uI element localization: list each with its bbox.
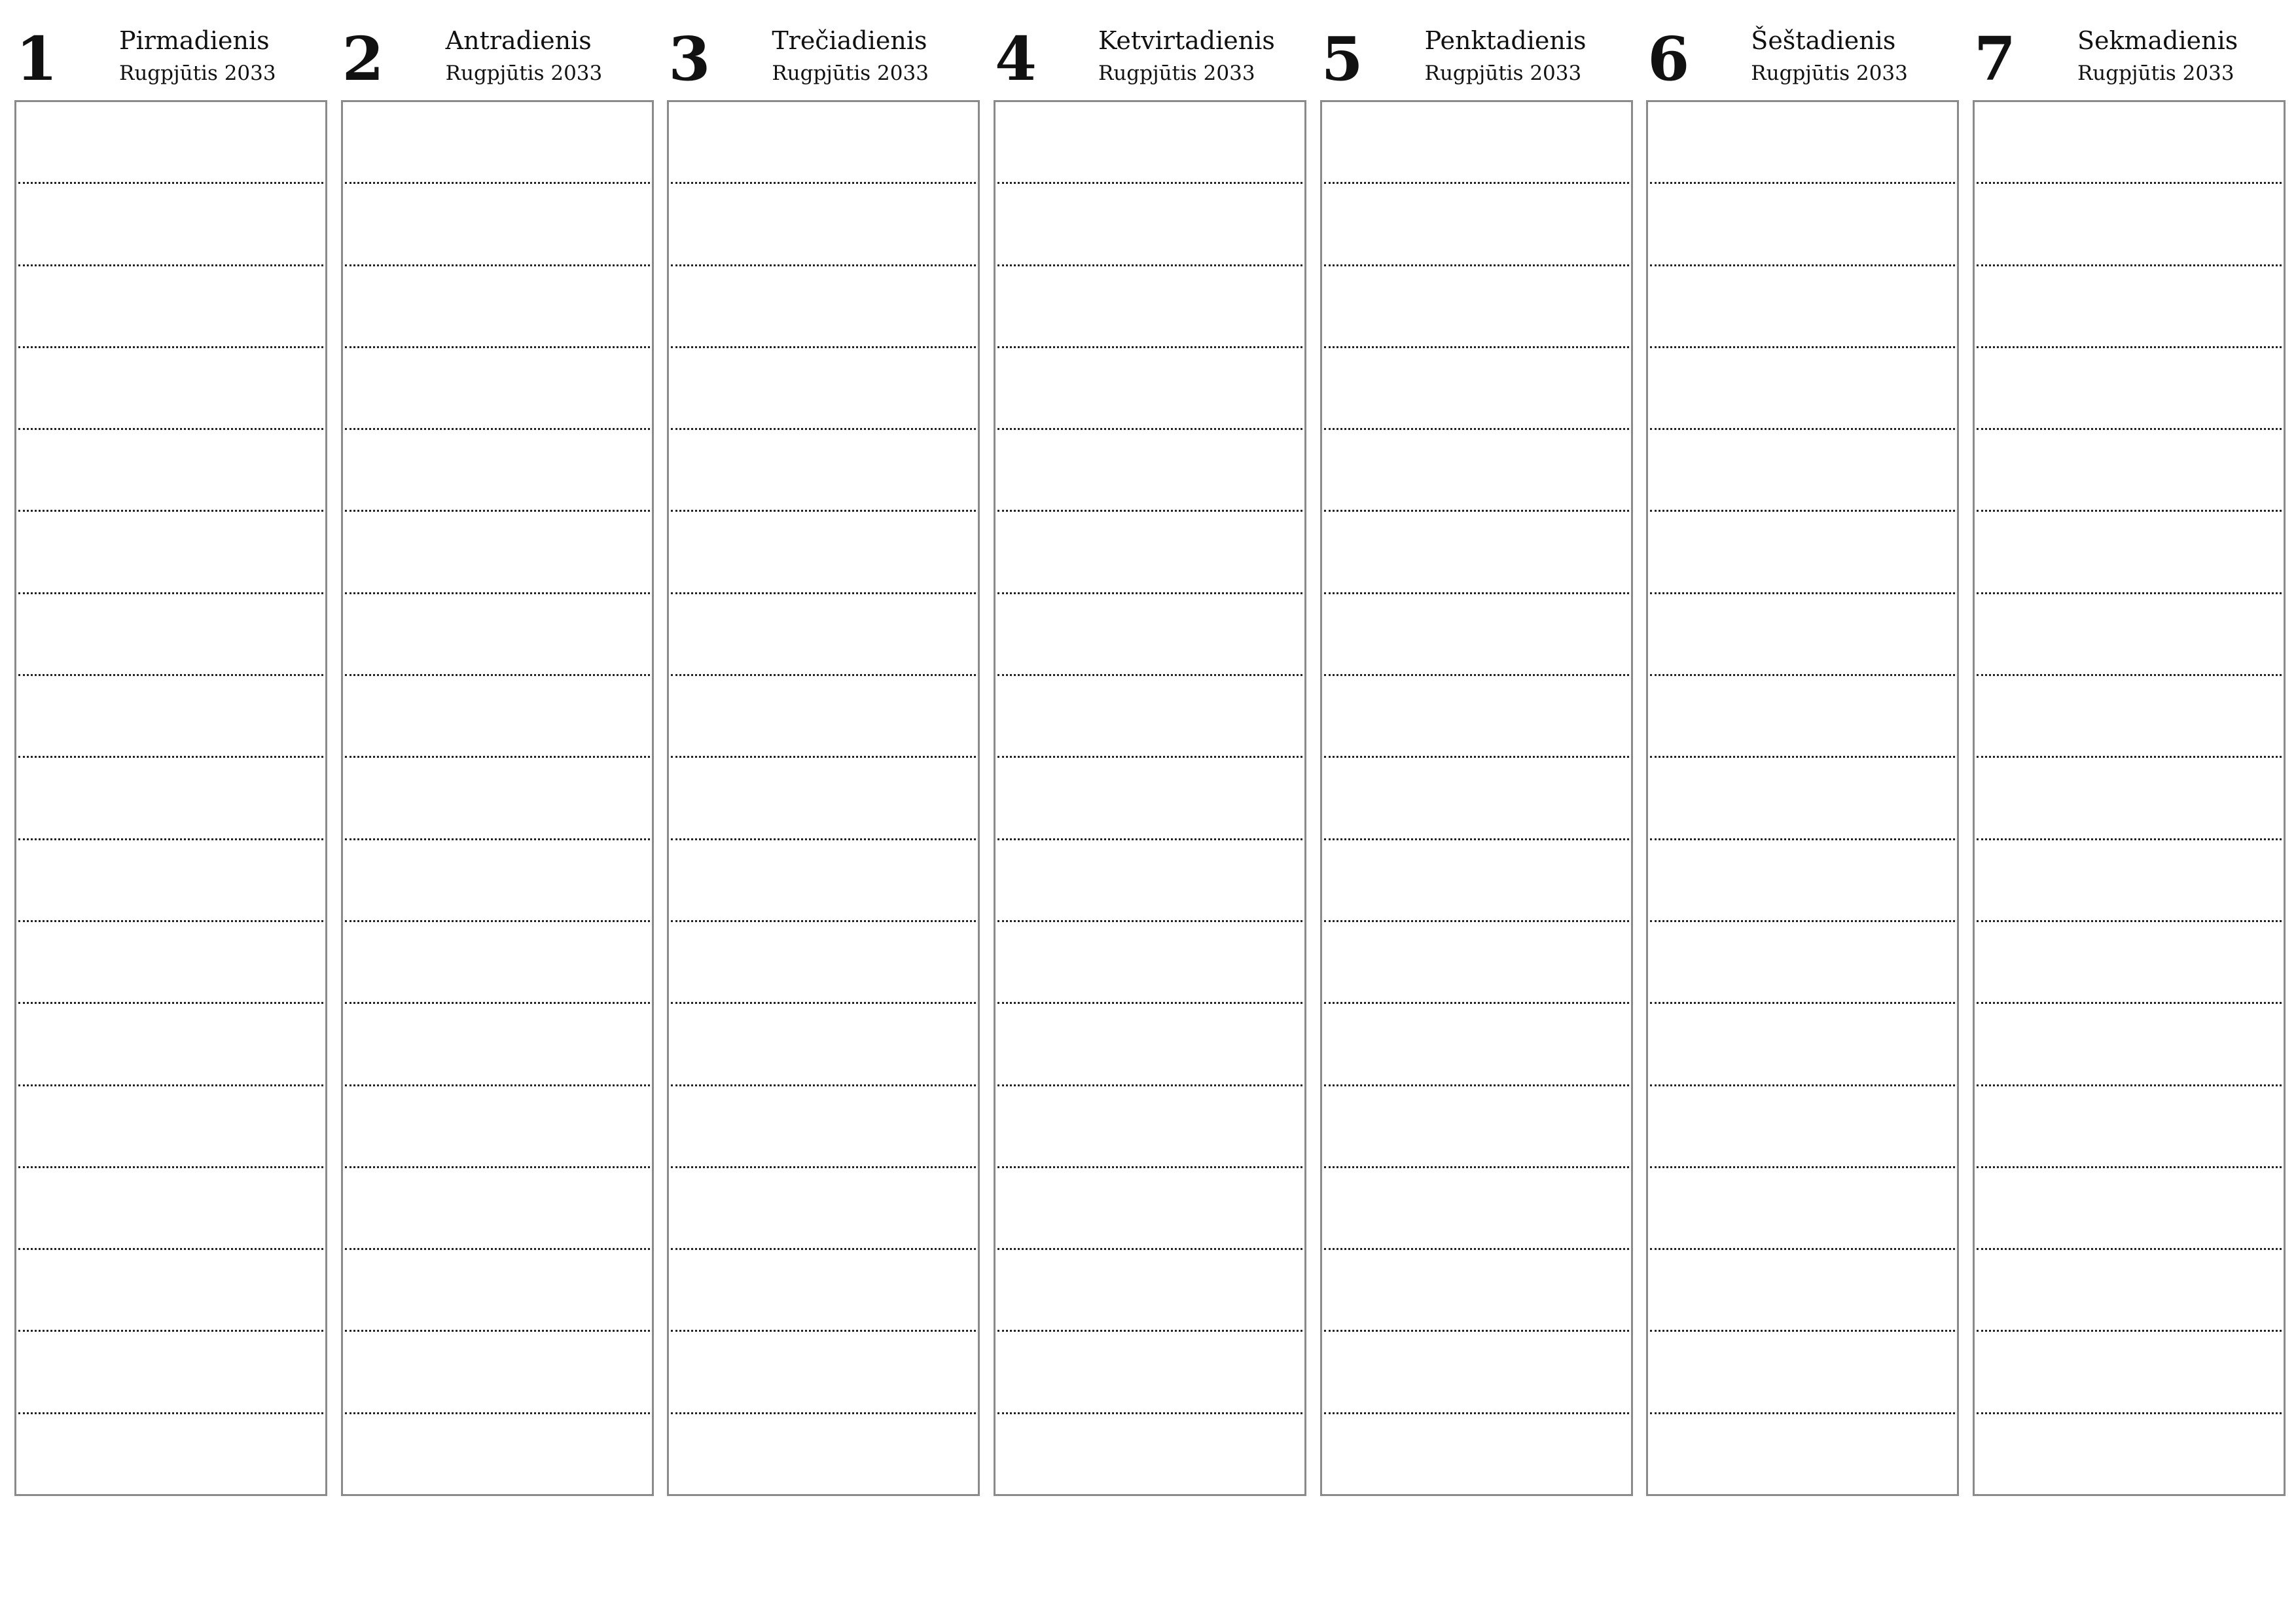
note-line[interactable] (1324, 676, 1629, 758)
note-line[interactable] (997, 512, 1302, 594)
note-line[interactable] (671, 1332, 976, 1414)
note-line[interactable] (671, 676, 976, 758)
note-line[interactable] (1324, 1414, 1629, 1494)
day-month: Rugpjūtis 2033 (1751, 62, 1908, 85)
note-line[interactable] (345, 266, 650, 348)
note-line[interactable] (18, 1414, 323, 1494)
note-line[interactable] (345, 184, 650, 266)
note-line[interactable] (18, 1086, 323, 1168)
note-line[interactable] (18, 1168, 323, 1250)
note-line[interactable] (18, 1004, 323, 1086)
note-line[interactable] (1650, 348, 1955, 430)
note-line[interactable] (1324, 1004, 1629, 1086)
note-line[interactable] (997, 430, 1302, 512)
note-line[interactable] (1324, 594, 1629, 676)
note-line[interactable] (345, 594, 650, 676)
note-line[interactable] (1977, 840, 2282, 922)
note-line[interactable] (1977, 1332, 2282, 1414)
note-line[interactable] (1977, 594, 2282, 676)
note-line[interactable] (18, 594, 323, 676)
day-header (994, 20, 1306, 100)
note-line[interactable] (1977, 1086, 2282, 1168)
note-line[interactable] (671, 1250, 976, 1332)
note-line[interactable] (997, 594, 1302, 676)
note-line[interactable] (1650, 840, 1955, 922)
note-line[interactable] (997, 348, 1302, 430)
note-line[interactable] (671, 1086, 976, 1168)
note-line[interactable] (997, 1086, 1302, 1168)
day-column-4 (994, 20, 1306, 1496)
notes-box[interactable] (14, 100, 327, 1496)
note-line[interactable] (1977, 348, 2282, 430)
note-line[interactable] (18, 1332, 323, 1414)
note-line[interactable] (1324, 1086, 1629, 1168)
note-line[interactable] (1650, 594, 1955, 676)
note-line[interactable] (18, 348, 323, 430)
note-line[interactable] (671, 102, 976, 184)
note-line[interactable] (997, 1414, 1302, 1494)
note-line[interactable] (997, 184, 1302, 266)
note-line[interactable] (18, 102, 323, 184)
day-column-1 (14, 20, 327, 1496)
note-line[interactable] (1650, 758, 1955, 840)
note-line[interactable] (997, 1332, 1302, 1414)
note-line[interactable] (1324, 1168, 1629, 1250)
note-line[interactable] (1650, 922, 1955, 1004)
note-line[interactable] (1650, 1004, 1955, 1086)
note-line[interactable] (1977, 430, 2282, 512)
note-line[interactable] (345, 102, 650, 184)
note-line[interactable] (345, 348, 650, 430)
note-line[interactable] (345, 1086, 650, 1168)
day-name: Trečiadienis (772, 26, 927, 55)
note-line[interactable] (997, 1168, 1302, 1250)
note-line[interactable] (345, 1168, 650, 1250)
day-number: 3 (668, 24, 711, 94)
note-line[interactable] (671, 266, 976, 348)
note-line[interactable] (1650, 1086, 1955, 1168)
note-line[interactable] (671, 594, 976, 676)
note-line[interactable] (18, 922, 323, 1004)
note-line[interactable] (345, 1332, 650, 1414)
note-line[interactable] (1650, 1250, 1955, 1332)
day-column-5 (1320, 20, 1633, 1496)
day-number: 1 (16, 24, 58, 94)
note-line[interactable] (1324, 512, 1629, 594)
note-line[interactable] (345, 922, 650, 1004)
note-line[interactable] (345, 840, 650, 922)
note-line[interactable] (1650, 676, 1955, 758)
day-month: Rugpjūtis 2033 (1098, 62, 1255, 85)
day-month: Rugpjūtis 2033 (2077, 62, 2234, 85)
note-line[interactable] (1650, 184, 1955, 266)
note-line[interactable] (1977, 184, 2282, 266)
day-name: Šeštadienis (1751, 26, 1896, 55)
note-line[interactable] (1650, 430, 1955, 512)
notes-box[interactable] (994, 100, 1306, 1496)
day-number: 5 (1321, 24, 1363, 94)
day-header (1973, 20, 2286, 100)
note-line[interactable] (1324, 758, 1629, 840)
note-line[interactable] (1324, 184, 1629, 266)
note-line[interactable] (997, 922, 1302, 1004)
note-line[interactable] (345, 676, 650, 758)
note-line[interactable] (1650, 266, 1955, 348)
note-line[interactable] (671, 430, 976, 512)
note-line[interactable] (671, 840, 976, 922)
notes-box[interactable] (667, 100, 980, 1496)
note-line[interactable] (1324, 1250, 1629, 1332)
note-line[interactable] (18, 758, 323, 840)
note-line[interactable] (18, 430, 323, 512)
note-line[interactable] (1977, 102, 2282, 184)
note-line[interactable] (1977, 1004, 2282, 1086)
day-number: 2 (342, 24, 384, 94)
note-line[interactable] (1977, 676, 2282, 758)
day-header (14, 20, 327, 100)
note-line[interactable] (345, 1414, 650, 1494)
day-header (1320, 20, 1633, 100)
note-line[interactable] (997, 840, 1302, 922)
day-name: Penktadienis (1424, 26, 1587, 55)
note-line[interactable] (671, 1414, 976, 1494)
weekly-planner (14, 20, 2286, 1496)
notes-box[interactable] (1973, 100, 2286, 1496)
note-line[interactable] (1977, 512, 2282, 594)
note-line[interactable] (997, 758, 1302, 840)
note-line[interactable] (18, 676, 323, 758)
note-line[interactable] (1324, 348, 1629, 430)
note-line[interactable] (1650, 102, 1955, 184)
note-line[interactable] (1650, 512, 1955, 594)
day-month: Rugpjūtis 2033 (772, 62, 929, 85)
day-name: Antradienis (445, 26, 592, 55)
note-line[interactable] (997, 102, 1302, 184)
day-number: 6 (1647, 24, 1690, 94)
note-line[interactable] (18, 840, 323, 922)
note-line[interactable] (1977, 1414, 2282, 1494)
notes-box[interactable] (1646, 100, 1959, 1496)
note-line[interactable] (18, 1250, 323, 1332)
note-line[interactable] (345, 1250, 650, 1332)
notes-box[interactable] (1320, 100, 1633, 1496)
note-line[interactable] (671, 1168, 976, 1250)
note-line[interactable] (1324, 922, 1629, 1004)
note-line[interactable] (997, 1250, 1302, 1332)
note-line[interactable] (1977, 758, 2282, 840)
note-line[interactable] (671, 1004, 976, 1086)
day-name: Ketvirtadienis (1098, 26, 1275, 55)
note-line[interactable] (345, 430, 650, 512)
day-month: Rugpjūtis 2033 (119, 62, 276, 85)
notes-box[interactable] (341, 100, 654, 1496)
day-name: Sekmadienis (2077, 26, 2238, 55)
note-line[interactable] (997, 676, 1302, 758)
note-line[interactable] (671, 512, 976, 594)
note-line[interactable] (671, 348, 976, 430)
day-number: 7 (1973, 24, 2016, 94)
note-line[interactable] (18, 266, 323, 348)
note-line[interactable] (1324, 430, 1629, 512)
note-line[interactable] (671, 758, 976, 840)
note-line[interactable] (345, 1004, 650, 1086)
note-line[interactable] (1650, 1332, 1955, 1414)
note-line[interactable] (345, 758, 650, 840)
note-line[interactable] (1650, 1414, 1955, 1494)
day-month: Rugpjūtis 2033 (1424, 62, 1582, 85)
note-line[interactable] (345, 512, 650, 594)
note-line[interactable] (1977, 1250, 2282, 1332)
note-line[interactable] (1650, 1168, 1955, 1250)
note-line[interactable] (1324, 266, 1629, 348)
day-number: 4 (994, 24, 1037, 94)
day-header (667, 20, 980, 100)
note-line[interactable] (1977, 1168, 2282, 1250)
note-line[interactable] (671, 922, 976, 1004)
note-line[interactable] (1324, 840, 1629, 922)
day-name: Pirmadienis (119, 26, 270, 55)
day-header (1646, 20, 1959, 100)
day-column-3 (667, 20, 980, 1496)
note-line[interactable] (1324, 1332, 1629, 1414)
note-line[interactable] (1977, 922, 2282, 1004)
note-line[interactable] (18, 184, 323, 266)
note-line[interactable] (671, 184, 976, 266)
note-line[interactable] (997, 1004, 1302, 1086)
note-line[interactable] (1977, 266, 2282, 348)
note-line[interactable] (1324, 102, 1629, 184)
day-column-7 (1973, 20, 2286, 1496)
day-month: Rugpjūtis 2033 (445, 62, 603, 85)
note-line[interactable] (18, 512, 323, 594)
day-column-6 (1646, 20, 1959, 1496)
day-header (341, 20, 654, 100)
day-column-2 (341, 20, 654, 1496)
note-line[interactable] (997, 266, 1302, 348)
